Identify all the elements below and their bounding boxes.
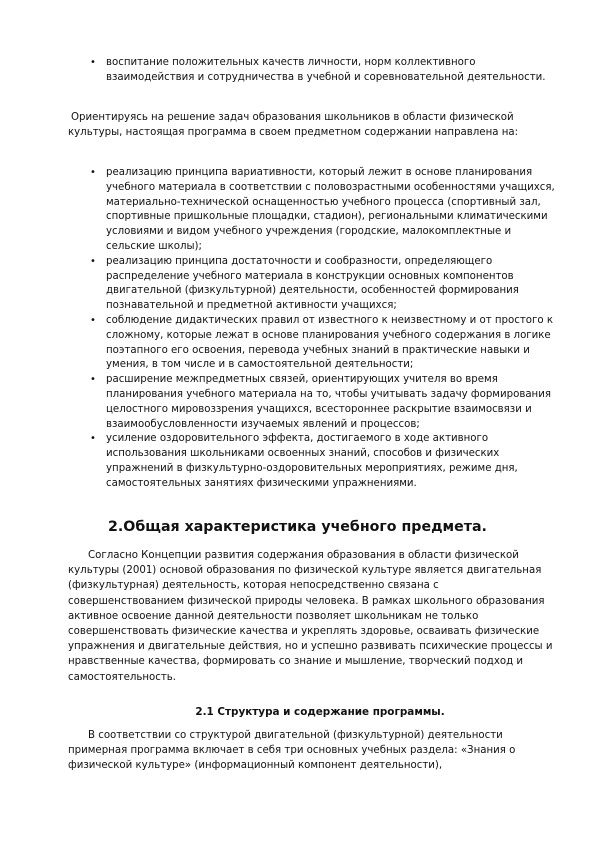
section-heading: 2.Общая характеристика учебного предмета.: [108, 519, 487, 535]
list-item-text: воспитание положительных качеств личности, норм коллективного взаимодействия и сотрудничества в учебной и соревновательной деятельности.: [106, 57, 546, 83]
list-item: [68, 373, 558, 432]
subsection-heading: 2.1 Структура и содержание программы.: [195, 706, 445, 718]
paragraph-concept: Согласно Концепции развития содержания образования в области физической культуры (2001) основой образования по физической культуре является двигательная (физкультурная) деятельность, которая непосредственно связана с совершенствованием физической природы человека. В рамках школьного образования активное освоение данной деятельности позволяет школьникам не только совершенствовать физические качества и укреплять здоровье, осваивать физические упражнения и двигательные действия, но и успешно развивать психические процессы и нравственные качества, формировать со знание и мышление, творческий подход и самостоятельность.: [68, 550, 553, 683]
bullet-icon: •: [90, 255, 96, 267]
bullet-icon: •: [90, 314, 96, 326]
list-item-text: усиление оздоровительного эффекта, достигаемого в ходе активного использования школьниками освоенных знаний, способов и физических упражнений в физкультурно-оздоровительных мероприятиях, режиме дня, самостоятельных занятиях физическими упражнениями.: [106, 433, 518, 489]
list-item: [68, 314, 558, 373]
bullet-icon: •: [90, 433, 96, 445]
list-item-text: реализацию принципа достаточности и сообразности, определяющего распределение учебного материала в конструкции основных компонентов двигательной (физкультурной) деятельности, особенностей формирования познавательной и предметной активности учащихся;: [106, 255, 519, 312]
bullet-list-top: [68, 56, 558, 86]
bullet-icon: •: [90, 374, 96, 386]
list-item: [68, 255, 558, 314]
bullet-icon: •: [90, 167, 96, 178]
list-item-text: расширение межпредметных связей, ориентирующих учителя во время планирования учебного материала на то, чтобы учитывать задачу формирования целостного мировоззрения учащихся, всестороннее раскрытие взаимосвязи и взаимообусловленности изучаемых явлений и процессов;: [106, 374, 551, 430]
bullet-list-main: [68, 166, 558, 492]
list-item: [68, 56, 558, 86]
paragraph-structure: В соответствии со структурой двигательной (физкультурной) деятельности примерная программа включает в себя три основных учебных раздела: «Знания о физической культуре» (информационный компонент деятельности),: [68, 730, 516, 772]
paragraph-orientation: Ориентируясь на решение задач образования школьников в области физической культуры, настоящая программа в своем предметном содержании направлена на:: [68, 112, 519, 139]
list-item: [68, 432, 558, 491]
list-item-text: реализацию принципа вариативности, который лежит в основе планирования учебного материала в соответствии с половозрастными особенностями учащихся, материально-технической оснащенностью учебного процесса (спортивный зал, спортивные пришкольные площадки, стадион), региональными климатическими условиями и видом учебного учреждения (городские, малокомплектные и сельские школы);: [106, 167, 555, 252]
bullet-icon: •: [90, 57, 96, 68]
list-item: [68, 166, 558, 255]
list-item-text: соблюдение дидактических правил от известного к неизвестному и от простого к сложному, которые лежат в основе планирования учебного содержания в логике поэтапного его освоения, перевода учебных знаний в практические навыки и умения, в том числе и в самостоятельной деятельности;: [106, 314, 553, 371]
